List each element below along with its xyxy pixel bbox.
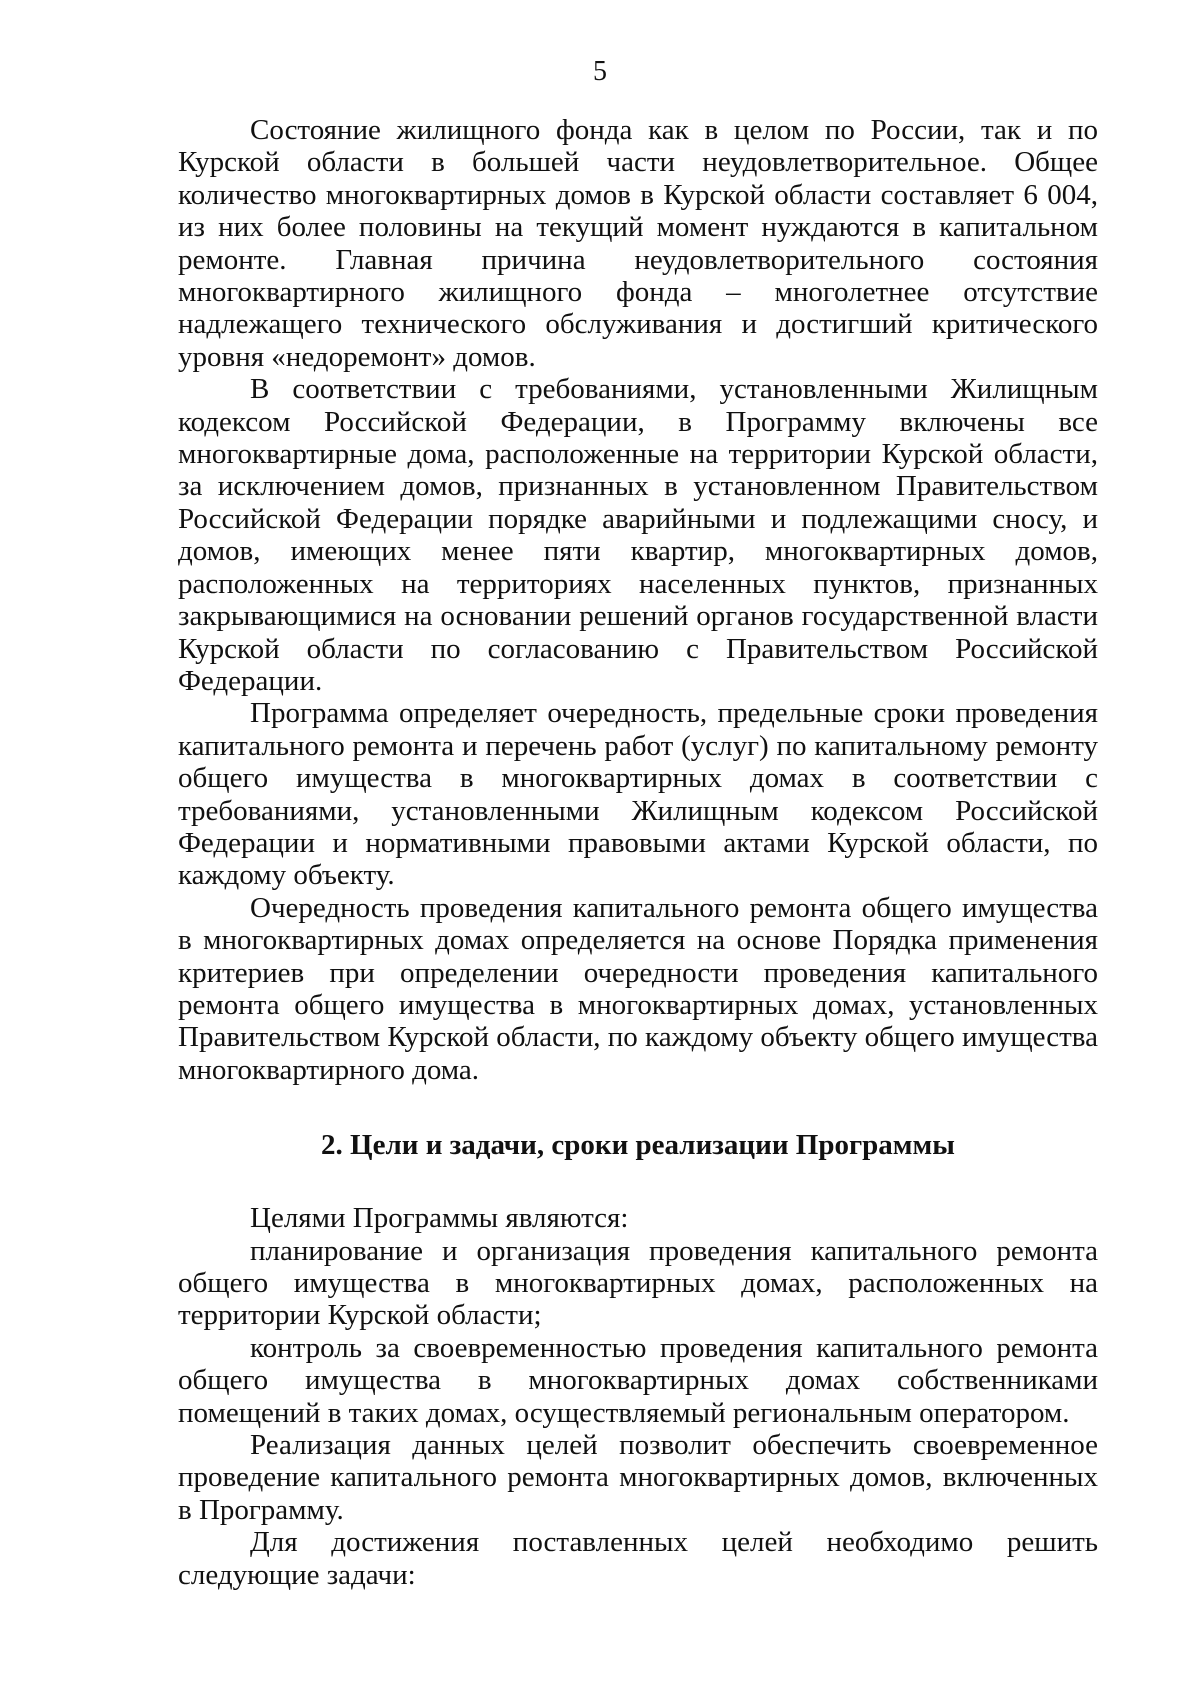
paragraph-tasks-intro: Для достижения поставленных целей необходимо решить следующие задачи: [178,1526,1098,1591]
page-number: 5 [593,56,607,87]
paragraph-goal-planning: планирование и организация проведения капитального ремонта общего имущества в многоквартирных домах, расположенных на территории Курской области; [178,1234,1098,1332]
paragraph-goal-control: контроль за своевременностью проведения капитального ремонта общего имущества в многоквартирных домах собственниками помещений в таких домах, осуществляемый региональным оператором. [178,1331,1098,1429]
paragraph-goals-result: Реализация данных целей позволит обеспечить своевременное проведение капитального ремонта многоквартирных домов, включенных в Программу. [178,1429,1098,1526]
document-body [178,114,1098,1591]
paragraph-housing-condition: Состояние жилищного фонда как в целом по России, так и по Курской области в большей части неудовлетворительное. Общее количество многоквартирных домов в Курской области составляет 6 004, из них более половины на текущий момент нуждаются в капитальном ремонте. Главная причина неудовлетворительного состояния многоквартирного жилищного фонда – многолетнее отсутствие надлежащего технического обслуживания и достигший критического уровня «недоремонт» домов. [178,114,1098,373]
paragraph-program-order: Программа определяет очередность, предельные сроки проведения капитального ремонта и перечень работ (услуг) по капитальному ремонту общего имущества в многоквартирных домах в соответствии с требованиями, установленными Жилищным кодексом Российской Федерации и нормативными правовыми актами Курской области, по каждому объекту. [178,697,1098,892]
paragraph-goals-intro: Целями Программы являются: [250,1202,629,1235]
paragraph-program-scope: В соответствии с требованиями, установленными Жилищным кодексом Российской Федерации, в Программу включены все многоквартирные дома, расположенные на территории Курской области, за исключением домов, признанных в установленном Правительством Российской Федерации порядке аварийными и подлежащими сносу, и домов, имеющих менее пяти квартир, многоквартирных домов, расположенных на территориях населенных пунктов, признанных закрывающимися на основании решений органов государственной власти Курской области по согласованию с Правительством Российской Федерации. [178,373,1098,697]
paragraph-priority-criteria: Очередность проведения капитального ремонта общего имущества в многоквартирных домах определяется на основе Порядка применения критериев при определении очередности проведения капитального ремонта общего имущества в многоквартирных домах, установленных Правительством Курской области, по каждому объекту общего имущества многоквартирного дома. [178,891,1098,1086]
section-heading: 2. Цели и задачи, сроки реализации Программы [321,1129,955,1162]
